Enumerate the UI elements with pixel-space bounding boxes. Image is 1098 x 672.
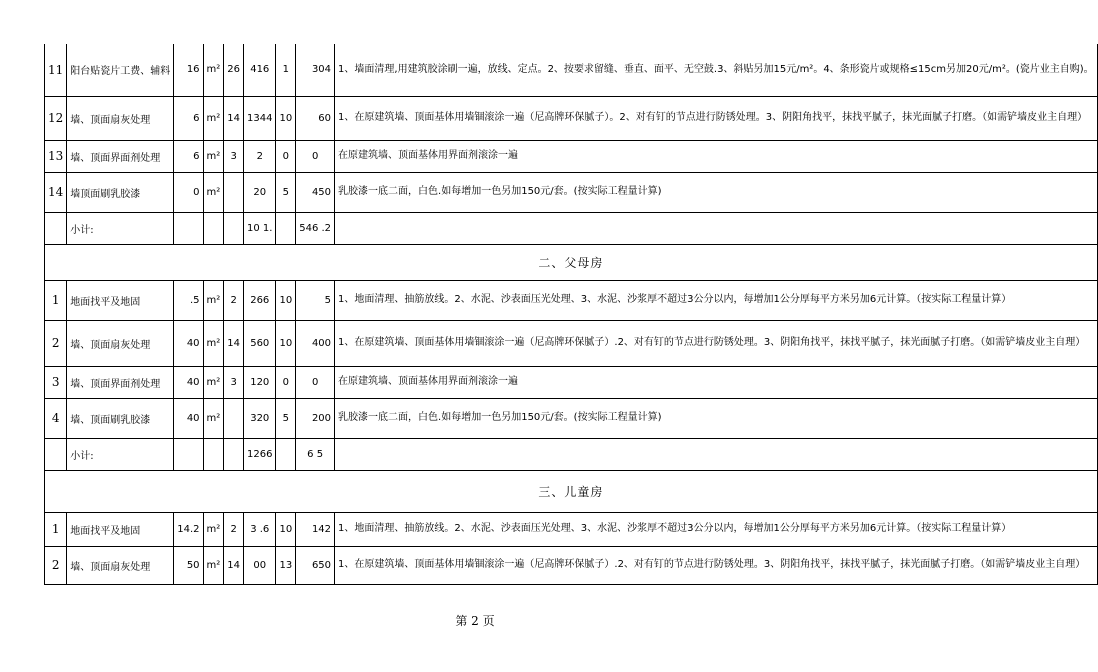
subtotal-label: 小计: [67, 438, 174, 470]
item-number-cell: 1 [45, 512, 67, 546]
fee-cell: 304 [296, 44, 335, 96]
subtotal-fee-cell: 6 5 [296, 438, 335, 470]
unit-price-cell: 14 [224, 546, 244, 584]
unit-price-cell: 3 [224, 140, 244, 172]
amount-cell: 00 [244, 546, 276, 584]
item-name-cell: 墙、顶面界面剂处理 [67, 140, 174, 172]
unit-cell: m² [203, 280, 224, 320]
item-number-cell: 1 [45, 280, 67, 320]
item-number-cell: 12 [45, 96, 67, 140]
amount-cell: 2 [244, 140, 276, 172]
quotation-table [44, 44, 1098, 585]
unit-cell: m² [203, 398, 224, 438]
section-header-row [45, 244, 1098, 280]
table-row [45, 546, 1098, 584]
quantity-cell: 16 [174, 44, 203, 96]
subtotal-row [45, 438, 1098, 470]
quantity-cell: 50 [174, 546, 203, 584]
unit-price-cell [224, 172, 244, 212]
table-row [45, 96, 1098, 140]
description-cell: 在原建筑墙、顶面基体用界面剂滚涂一遍 [335, 366, 1098, 398]
unit-cell [203, 212, 224, 244]
table-row [45, 398, 1098, 438]
unit-price-cell: 2 [224, 512, 244, 546]
section-header-row [45, 470, 1098, 512]
unit-cell: m² [203, 366, 224, 398]
rate-cell: 0 [276, 366, 296, 398]
amount-cell: 560 [244, 320, 276, 366]
item-number-cell: 3 [45, 366, 67, 398]
unit-price-cell: 26 [224, 44, 244, 96]
rate-cell: 0 [276, 140, 296, 172]
fee-cell: 60 [296, 96, 335, 140]
unit-cell [203, 438, 224, 470]
description-cell: 在原建筑墙、顶面基体用界面剂滚涂一遍 [335, 140, 1098, 172]
rate-cell [276, 212, 296, 244]
description-cell: 1、在原建筑墙、顶面基体用墙锢滚涂一遍（尼高牌环保腻子）.2、对有钉的节点进行防锈处理。3、阴阳角找平，抹找平腻子，抹光面腻子打磨。（如需铲墙皮业主自理） [335, 546, 1098, 584]
rate-cell: 10 [276, 320, 296, 366]
description-cell: 乳胶漆一底二面，白色.如每增加一色另加150元/套。(按实际工程量计算) [335, 172, 1098, 212]
item-name-cell: 阳台贴瓷片工费、辅料 [67, 44, 174, 96]
description-cell [335, 438, 1098, 470]
item-name-cell: 地面找平及地固 [67, 280, 174, 320]
table-row [45, 172, 1098, 212]
subtotal-fee-cell: 546 .2 [296, 212, 335, 244]
description-cell: 1、墙面清理,用建筑胶涂刷一遍，放线、定点。2、按要求留缝、垂直、面平、无空鼓.3、斜贴另加15元/m²。4、条形瓷片或规格≤15cm另加20元/m²。(瓷片业主自购)。 [335, 44, 1098, 96]
unit-cell: m² [203, 172, 224, 212]
fee-cell: 5 [296, 280, 335, 320]
subtotal-amount-cell: 10 1. [244, 212, 276, 244]
description-cell: 乳胶漆一底二面，白色.如每增加一色另加150元/套。(按实际工程量计算) [335, 398, 1098, 438]
subtotal-row [45, 212, 1098, 244]
table-row [45, 44, 1098, 96]
quantity-cell: 14.2 [174, 512, 203, 546]
table-body [45, 44, 1098, 584]
quantity-cell: 6 [174, 140, 203, 172]
quantity-cell: 40 [174, 398, 203, 438]
amount-cell: 20 [244, 172, 276, 212]
item-number-cell: 11 [45, 44, 67, 96]
table-row [45, 366, 1098, 398]
unit-price-cell: 14 [224, 320, 244, 366]
unit-cell: m² [203, 546, 224, 584]
quantity-cell [174, 438, 203, 470]
unit-cell: m² [203, 320, 224, 366]
unit-price-cell [224, 398, 244, 438]
subtotal-label: 小计: [67, 212, 174, 244]
quantity-cell: 40 [174, 366, 203, 398]
rate-cell: 10 [276, 280, 296, 320]
rate-cell: 10 [276, 512, 296, 546]
rate-cell: 5 [276, 172, 296, 212]
table-row [45, 280, 1098, 320]
rate-cell: 10 [276, 96, 296, 140]
unit-price-cell: 14 [224, 96, 244, 140]
item-number-cell: 14 [45, 172, 67, 212]
unit-price-cell [224, 212, 244, 244]
amount-cell: 416 [244, 44, 276, 96]
item-name-cell: 地面找平及地固 [67, 512, 174, 546]
quantity-cell: .5 [174, 280, 203, 320]
table-row [45, 140, 1098, 172]
item-name-cell: 墙、顶面扇灰处理 [67, 320, 174, 366]
amount-cell: 1344 [244, 96, 276, 140]
fee-cell: 142 [296, 512, 335, 546]
item-name-cell: 墙顶面刷乳胶漆 [67, 172, 174, 212]
description-cell [335, 212, 1098, 244]
section-title: 三、儿童房 [45, 470, 1098, 512]
amount-cell: 266 [244, 280, 276, 320]
quantity-cell: 6 [174, 96, 203, 140]
item-name-cell: 墙、顶面刷乳胶漆 [67, 398, 174, 438]
table-row [45, 512, 1098, 546]
fee-cell: 450 [296, 172, 335, 212]
unit-price-cell [224, 438, 244, 470]
description-cell: 1、在原建筑墙、顶面基体用墙锢滚涂一遍（尼高牌环保腻子）。2、对有钉的节点进行防锈处理。3、阴阳角找平，抹找平腻子，抹光面腻子打磨。（如需铲墙皮业主自理） [335, 96, 1098, 140]
item-name-cell: 墙、顶面界面剂处理 [67, 366, 174, 398]
quantity-cell: 0 [174, 172, 203, 212]
rate-cell: 13 [276, 546, 296, 584]
fee-cell: 0 [296, 140, 335, 172]
item-name-cell: 墙、顶面扇灰处理 [67, 96, 174, 140]
description-cell: 1、在原建筑墙、顶面基体用墙锢滚涂一遍（尼高牌环保腻子）.2、对有钉的节点进行防锈处理。3、阴阳角找平，抹找平腻子，抹光面腻子打磨。（如需铲墙皮业主自理） [335, 320, 1098, 366]
rate-cell [276, 438, 296, 470]
unit-cell: m² [203, 96, 224, 140]
quantity-cell: 40 [174, 320, 203, 366]
fee-cell: 400 [296, 320, 335, 366]
unit-cell: m² [203, 44, 224, 96]
subtotal-amount-cell: 1266 [244, 438, 276, 470]
item-number-cell: 2 [45, 546, 67, 584]
unit-cell: m² [203, 512, 224, 546]
page-number: 第 2 页 [455, 614, 495, 628]
description-cell: 1、地面清理、抽筋放线。2、水泥、沙表面压光处理、3、水泥、沙浆厚不超过3公分以内，每增加1公分厚每平方米另加6元计算。（按实际工程量计算） [335, 512, 1098, 546]
fee-cell: 0 [296, 366, 335, 398]
fee-cell: 650 [296, 546, 335, 584]
item-name-cell: 墙、顶面扇灰处理 [67, 546, 174, 584]
rate-cell: 5 [276, 398, 296, 438]
unit-price-cell: 3 [224, 366, 244, 398]
item-number-cell [45, 212, 67, 244]
item-number-cell [45, 438, 67, 470]
quantity-cell [174, 212, 203, 244]
amount-cell: 3 .6 [244, 512, 276, 546]
unit-price-cell: 2 [224, 280, 244, 320]
item-number-cell: 4 [45, 398, 67, 438]
item-number-cell: 13 [45, 140, 67, 172]
rate-cell: 1 [276, 44, 296, 96]
description-cell: 1、地面清理、抽筋放线。2、水泥、沙表面压光处理、3、水泥、沙浆厚不超过3公分以内，每增加1公分厚每平方米另加6元计算。（按实际工程量计算） [335, 280, 1098, 320]
amount-cell: 320 [244, 398, 276, 438]
fee-cell: 200 [296, 398, 335, 438]
unit-cell: m² [203, 140, 224, 172]
table-row [45, 320, 1098, 366]
amount-cell: 120 [244, 366, 276, 398]
item-number-cell: 2 [45, 320, 67, 366]
section-title: 二、父母房 [45, 244, 1098, 280]
